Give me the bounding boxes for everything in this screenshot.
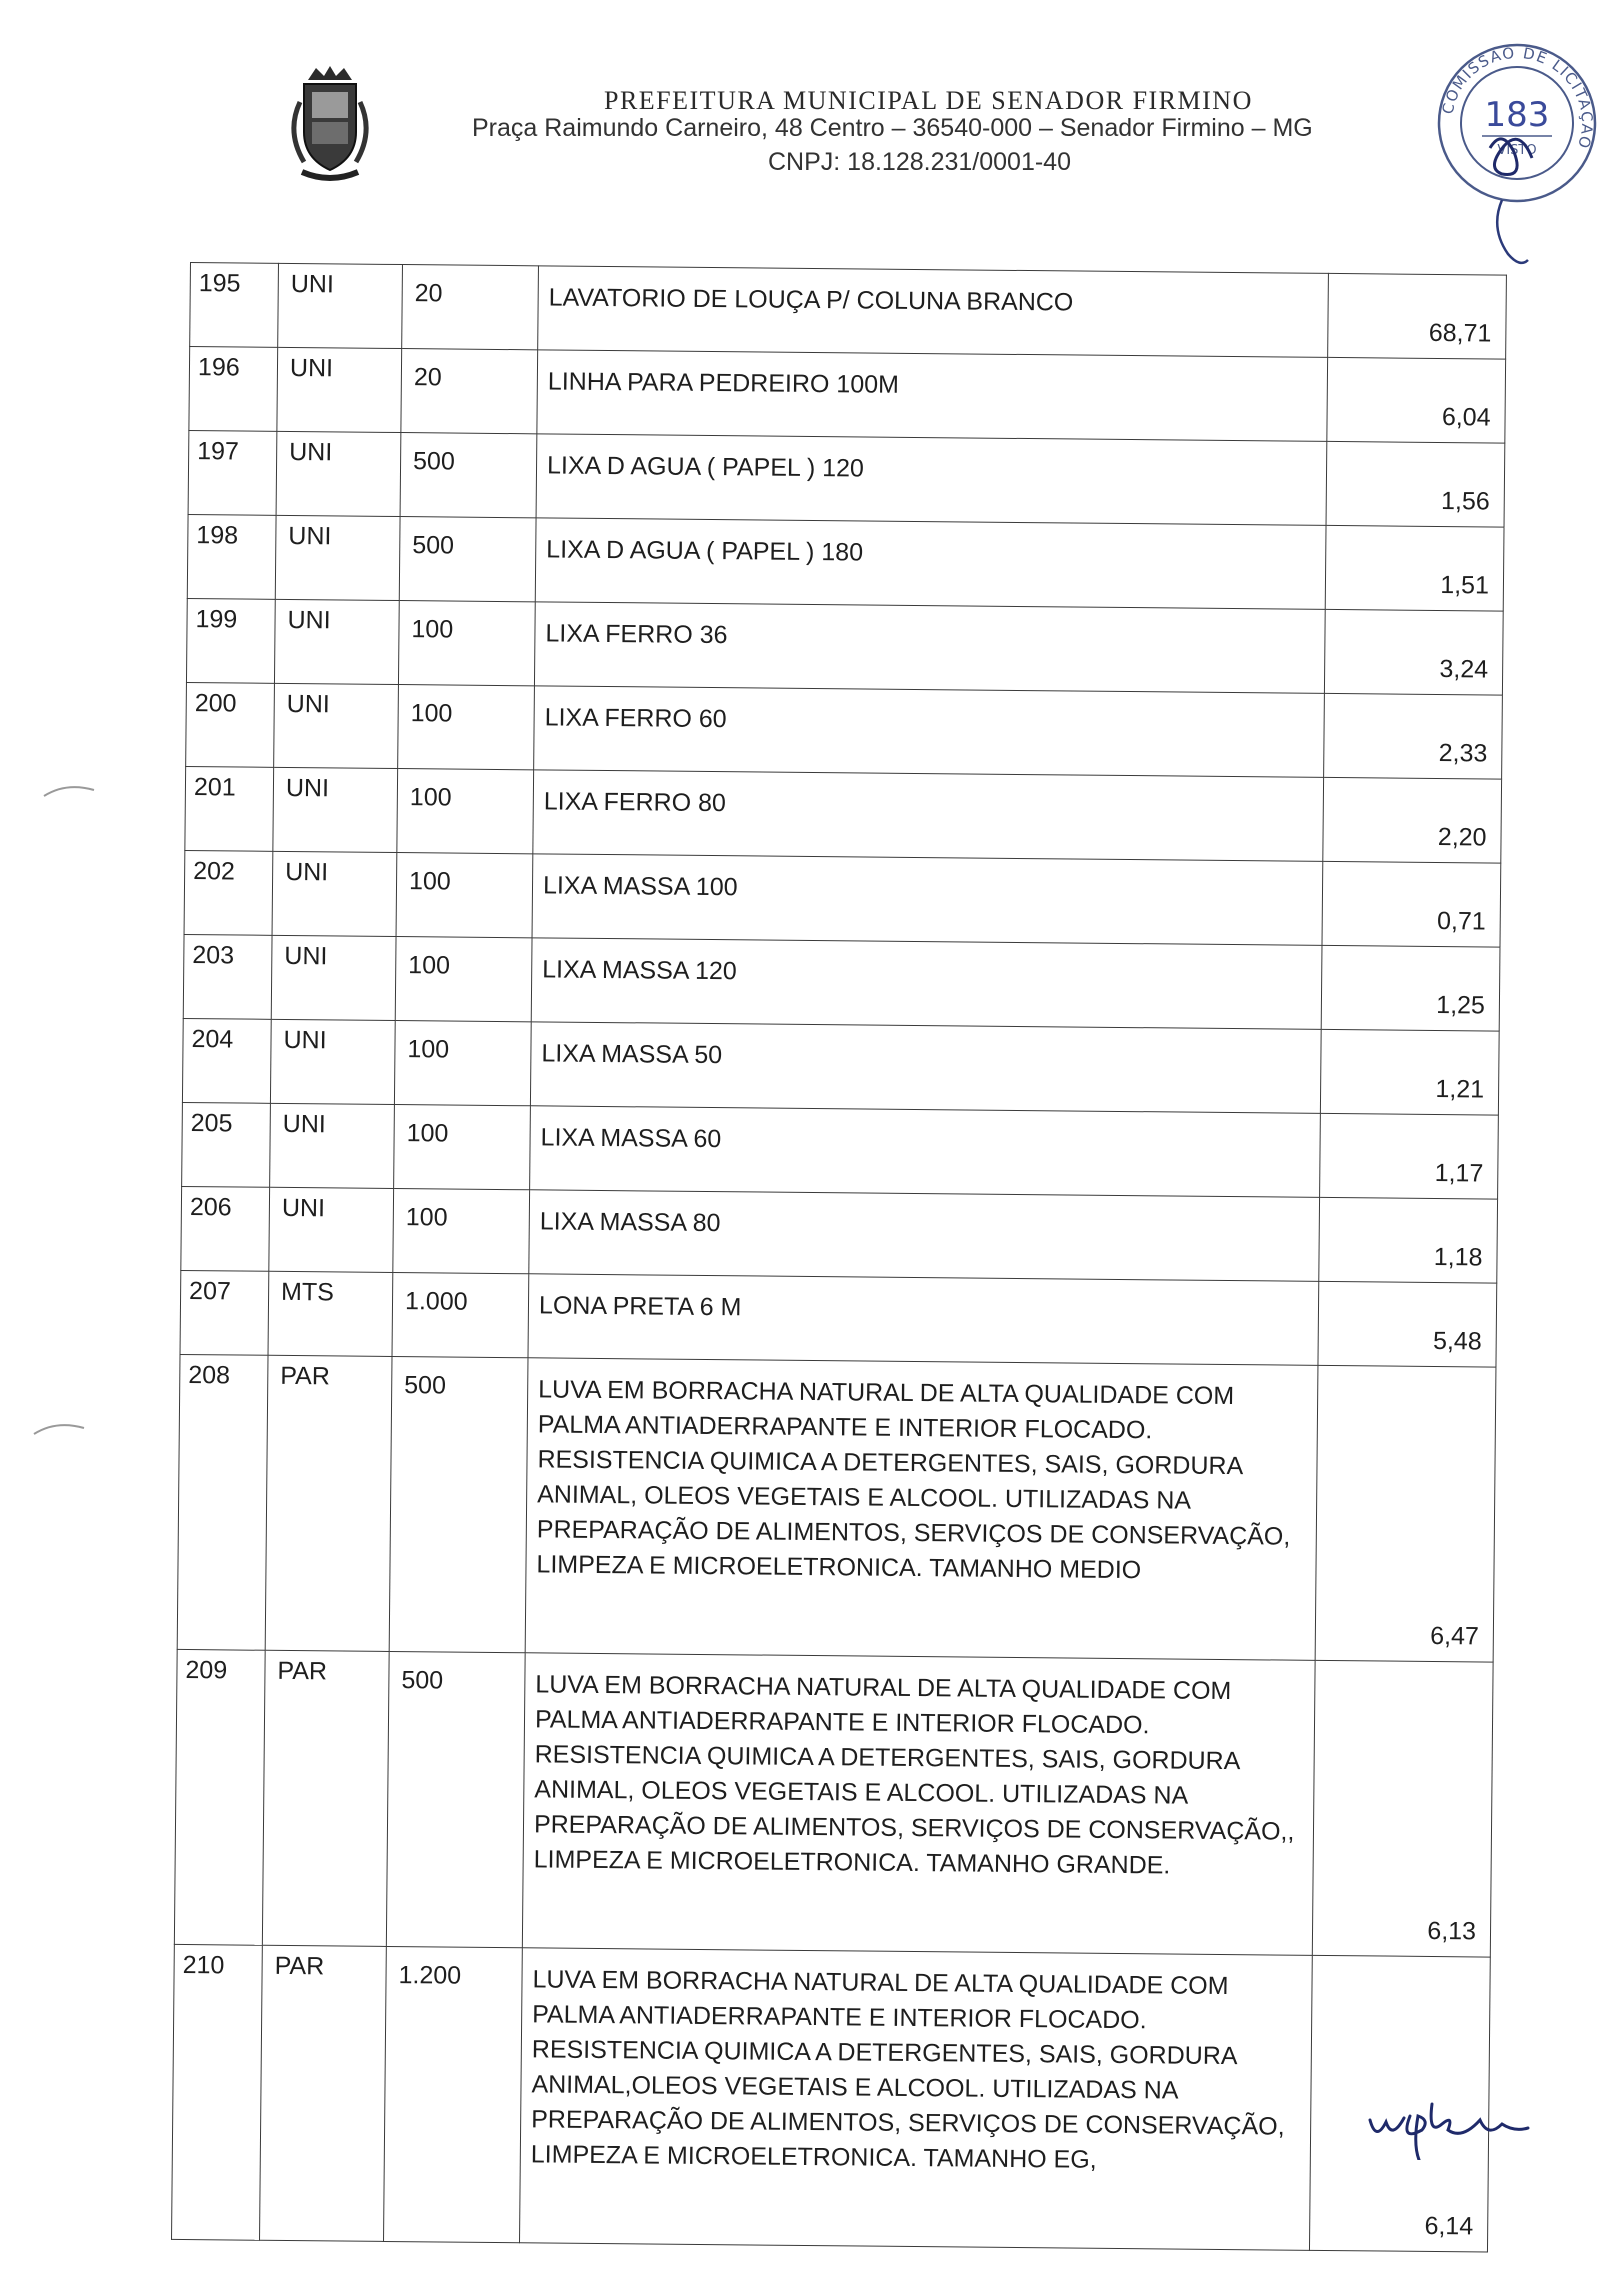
item-number-cell: 205 [182,1102,271,1187]
unit-cell: UNI [277,347,402,432]
commission-stamp-icon [1432,28,1600,268]
table-row [186,598,1503,695]
item-number-cell: 200 [186,682,275,767]
unit-price-cell: 5,48 [1318,1281,1497,1367]
margin-mark-icon [40,780,100,800]
unit-cell: MTS [268,1271,393,1356]
table-row [189,347,1506,444]
description-cell: LIXA D AGUA ( PAPEL ) 180 [535,518,1326,610]
item-number-cell: 199 [186,598,275,683]
description-cell: LAVATORIO DE LOUÇA P/ COLUNA BRANCO [538,266,1329,358]
description-cell: LINHA PARA PEDREIRO 100M [537,350,1328,442]
item-number-cell: 197 [188,430,277,515]
description-cell: LIXA MASSA 80 [529,1190,1320,1282]
unit-cell: UNI [272,851,397,936]
description-cell: LIXA FERRO 80 [533,770,1324,862]
unit-price-cell: 1,21 [1320,1029,1499,1115]
unit-price-cell: 6,04 [1327,357,1506,443]
table-row [190,263,1507,360]
description-cell: LIXA MASSA 60 [530,1106,1321,1198]
item-number-cell: 196 [189,347,278,432]
quantity-cell: 1.200 [384,1946,523,2242]
description-cell: LUVA EM BORRACHA NATURAL DE ALTA QUALIDADE COM PALMA ANTIADERRAPANTE E INTERIOR FLOCADO. RESISTENCIA QUIMICA A DETERGENTES, SAIS, GORDURA ANIMAL, OLEOS VEGETAIS E ALCOOL. UTILIZADAS NA PREPARAÇÃO DE ALIMENTOS, SERVIÇOS DE CONSERVAÇÃO,, LIMPEZA E MICROELETRONICA. TAMANHO GRANDE. [522,1653,1315,1956]
description-cell: LUVA EM BORRACHA NATURAL DE ALTA QUALIDADE COM PALMA ANTIADERRAPANTE E INTERIOR FLOCADO. RESISTENCIA QUIMICA A DETERGENTES, SAIS, GORDURA ANIMAL,OLEOS VEGETAIS E ALCOOL. UTILIZADAS NA PREPARAÇÃO DE ALIMENTOS, SERVIÇOS DE CONSERVAÇÃO, LIMPEZA E MICROELETRONICA. TAMANHO EG, [520,1948,1313,2251]
unit-cell: UNI [276,431,401,516]
description-cell: LUVA EM BORRACHA NATURAL DE ALTA QUALIDADE COM PALMA ANTIADERRAPANTE E INTERIOR FLOCADO. RESISTENCIA QUIMICA A DETERGENTES, SAIS, GORDURA ANIMAL, OLEOS VEGETAIS E ALCOOL. UTILIZADAS NA PREPARAÇÃO DE ALIMENTOS, SERVIÇOS DE CONSERVAÇÃO, LIMPEZA E MICROELETRONICA. TAMANHO MEDIO [525,1358,1318,1661]
quantity-cell: 500 [386,1651,525,1947]
unit-price-cell: 6,47 [1315,1365,1496,1662]
unit-cell: UNI [274,683,399,768]
items-table [171,262,1507,2253]
unit-cell: UNI [270,1019,395,1104]
description-cell: LONA PRETA 6 M [528,1274,1319,1366]
stamp-page-number: 183 [1484,95,1550,135]
table-row [180,1270,1497,1367]
quantity-cell: 20 [402,265,539,350]
unit-price-cell: 3,24 [1324,609,1503,695]
item-number-cell: 210 [172,1944,263,2240]
unit-cell: UNI [273,767,398,852]
quantity-cell: 100 [394,1021,531,1106]
quantity-cell: 100 [398,685,535,770]
unit-price-cell: 1,25 [1321,945,1500,1031]
table-row [174,1649,1493,1957]
unit-cell: UNI [269,1187,394,1272]
unit-price-cell: 1,18 [1319,1197,1498,1283]
table-row [186,682,1503,779]
description-cell: LIXA D AGUA ( PAPEL ) 120 [536,434,1327,526]
quantity-cell: 500 [400,433,537,518]
item-number-cell: 209 [174,1649,265,1945]
table-row [182,1018,1499,1115]
cnpj-line: CNPJ: 18.128.231/0001-40 [768,148,1071,176]
item-number-cell: 208 [177,1354,268,1650]
unit-cell: PAR [262,1650,389,1946]
description-cell: LIXA MASSA 120 [531,938,1322,1030]
quantity-cell: 100 [398,601,535,686]
table-row [187,514,1504,611]
item-number-cell: 203 [183,934,272,1019]
table-row [183,934,1500,1031]
quantity-cell: 100 [397,769,534,854]
quantity-cell: 500 [389,1356,528,1652]
signature-initials [1362,2080,1532,2160]
quantity-cell: 100 [396,853,533,938]
description-cell: LIXA FERRO 60 [534,686,1325,778]
letterhead [0,0,1600,200]
unit-cell: UNI [275,515,400,600]
quantity-cell: 500 [399,517,536,602]
page-title: PREFEITURA MUNICIPAL DE SENADOR FIRMINO [604,86,1253,115]
description-cell: LIXA FERRO 36 [534,602,1325,694]
quantity-cell: 20 [401,349,538,434]
stamp-visto: VISTO [1497,143,1537,158]
unit-price-cell: 1,51 [1325,525,1504,611]
table-row [184,850,1501,947]
quantity-cell: 1.000 [392,1272,529,1357]
unit-price-cell: 1,17 [1320,1113,1499,1199]
table-row [185,766,1502,863]
item-number-cell: 207 [180,1270,269,1355]
address-line: Praça Raimundo Carneiro, 48 Centro – 36540-000 – Senador Firmino – MG [472,114,1313,142]
item-number-cell: 202 [184,850,273,935]
table-row [181,1186,1498,1283]
description-cell: LIXA MASSA 50 [530,1022,1321,1114]
margin-mark-icon [30,1418,90,1438]
unit-price-cell: 6,14 [1309,1955,1490,2252]
unit-price-cell: 2,20 [1323,777,1502,863]
unit-cell: UNI [274,599,399,684]
item-number-cell: 198 [187,514,276,599]
unit-cell: UNI [270,1103,395,1188]
unit-cell: PAR [260,1945,387,2241]
table-row [172,1944,1491,2252]
table-row [177,1354,1496,1662]
unit-price-cell: 68,71 [1328,273,1507,359]
unit-price-cell: 2,33 [1324,693,1503,779]
item-number-cell: 201 [185,766,274,851]
municipal-crest-icon [280,62,380,187]
unit-cell: UNI [278,263,403,348]
unit-price-cell: 6,13 [1312,1660,1493,1957]
quantity-cell: 100 [393,1188,530,1273]
item-number-cell: 195 [190,263,279,348]
stamp-text: COMISSÃO DE LICITAÇÃO [1438,43,1597,152]
unit-cell: PAR [265,1355,392,1651]
unit-price-cell: 0,71 [1322,861,1501,947]
unit-price-cell: 1,56 [1326,441,1505,527]
quantity-cell: 100 [394,1105,531,1190]
table-row [182,1102,1499,1199]
unit-cell: UNI [271,935,396,1020]
quantity-cell: 100 [395,937,532,1022]
item-number-cell: 206 [181,1186,270,1271]
description-cell: LIXA MASSA 100 [532,854,1323,946]
table-row [188,430,1505,527]
item-number-cell: 204 [182,1018,271,1103]
